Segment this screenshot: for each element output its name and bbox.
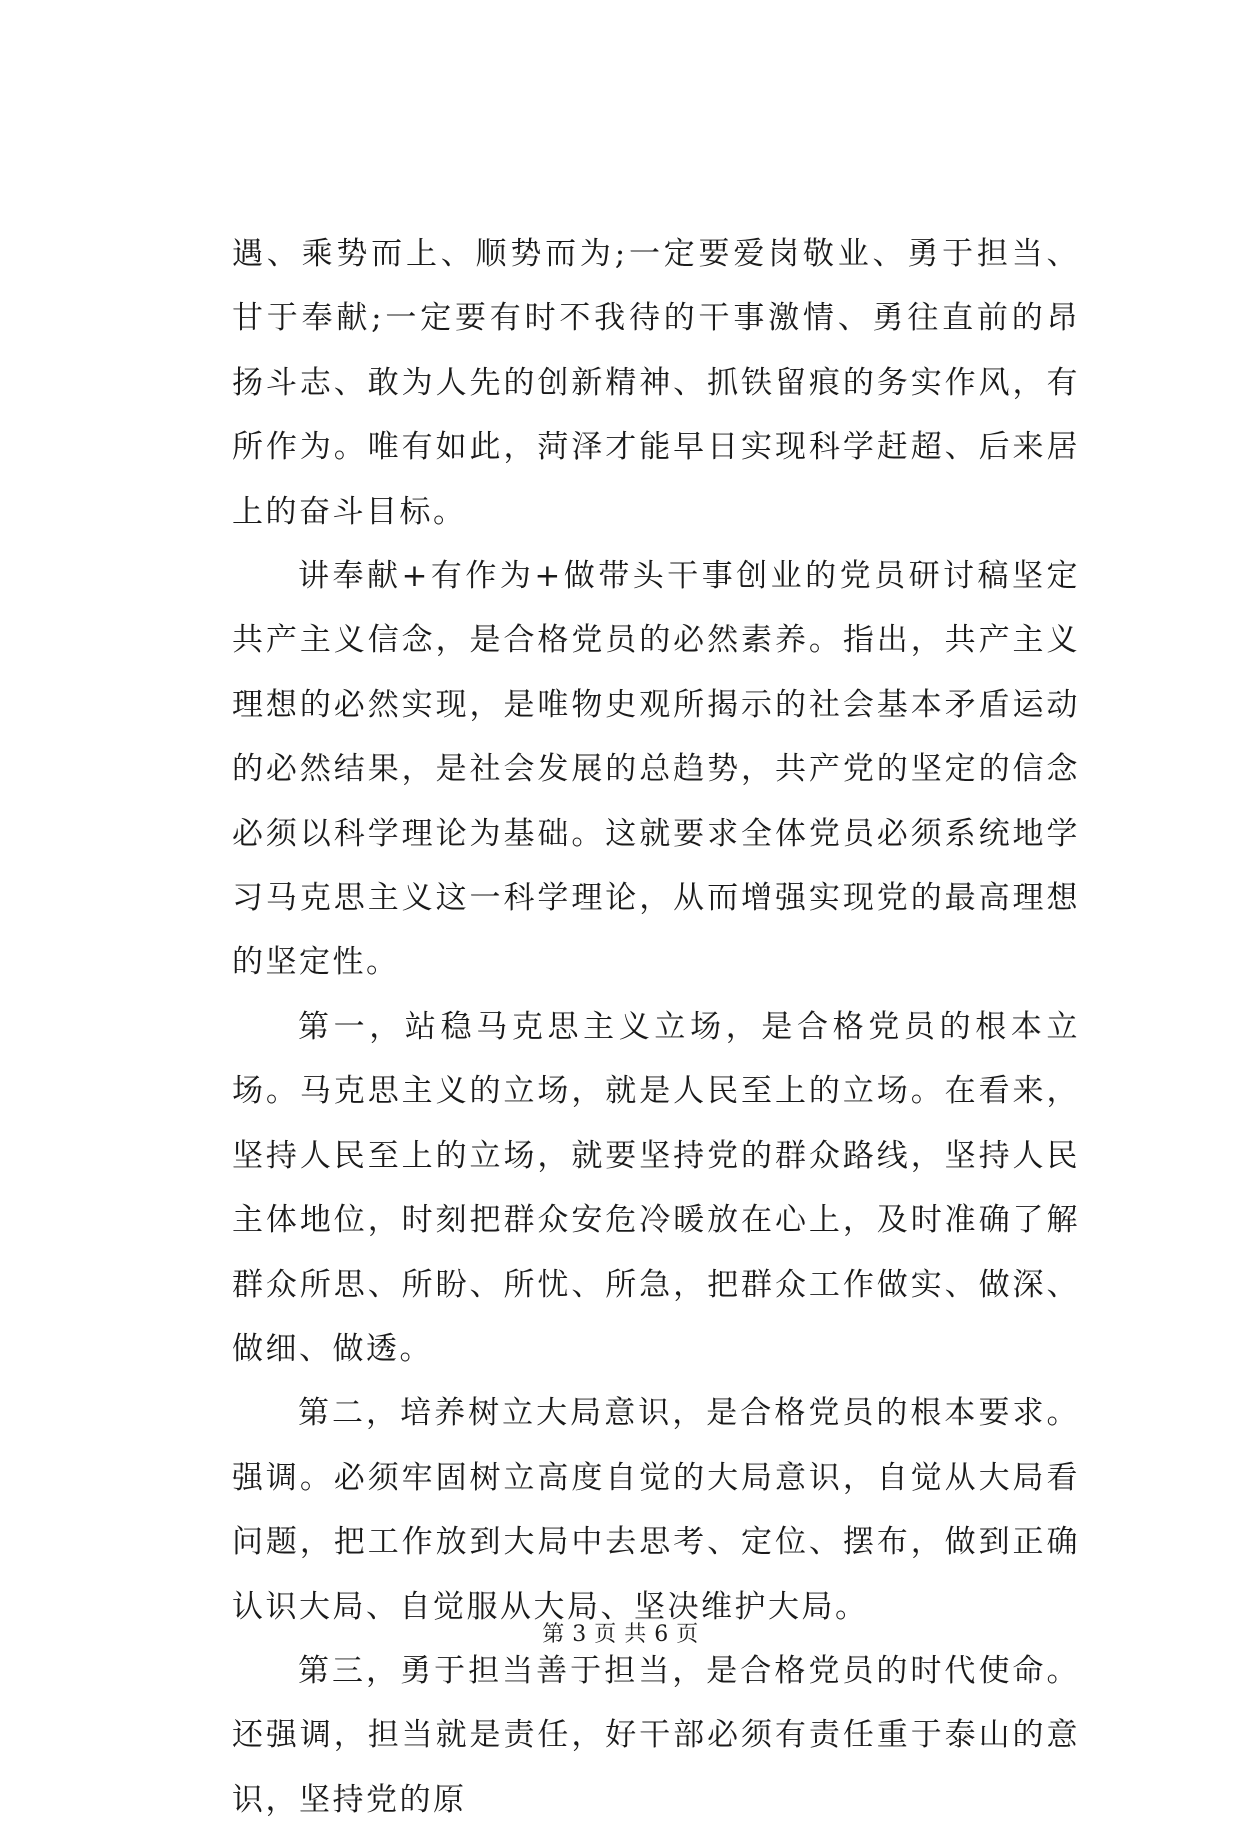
paragraph-4: 第二，培养树立大局意识，是合格党员的根本要求。强调。必须牢固树立高度自觉的大局意识，自觉从大局看问题，把工作放到大局中去思考、定位、摆布，做到正确认识大局、自觉服从大局、坚决维护大局。 [232, 1395, 1080, 1625]
paragraph-2: 讲奉献+有作为+做带头干事创业的党员研讨稿坚定共产主义信念，是合格党员的必然素养。指出，共产主义理想的必然实现，是唯物史观所揭示的社会基本矛盾运动的必然结果，是社会发展的总趋势，共产党的坚定的信念必须以科学理论为基础。这就要求全体党员必须系统地学习马克思主义这一科学理论，从而增强实现党的最高理想的坚定性。 [232, 558, 1080, 981]
paragraph-1: 遇、乘势而上、顺势而为;一定要爱岗敬业、勇于担当、甘于奉献;一定要有时不我待的干事激情、勇往直前的昂扬斗志、敢为人先的创新精神、抓铁留痕的务实作风，有所作为。唯有如此，菏泽才能早日实现科学赶超、后来居上的奋斗目标。 [232, 236, 1080, 530]
paragraph-3: 第一，站稳马克思主义立场，是合格党员的根本立场。马克思主义的立场，就是人民至上的立场。在看来，坚持人民至上的立场，就要坚持党的群众路线，坚持人民主体地位，时刻把群众安危冷暖放在心上，及时准确了解群众所思、所盼、所忧、所急，把群众工作做实、做深、做细、做透。 [232, 1008, 1080, 1367]
page-number-footer: 第 3 页 共 6 页 [542, 1622, 699, 1647]
document-body [232, 222, 1080, 1832]
paragraph-5: 第三，勇于担当善于担当，是合格党员的时代使命。还强调，担当就是责任，好干部必须有责任重于泰山的意识，坚持党的原 [232, 1652, 1080, 1818]
